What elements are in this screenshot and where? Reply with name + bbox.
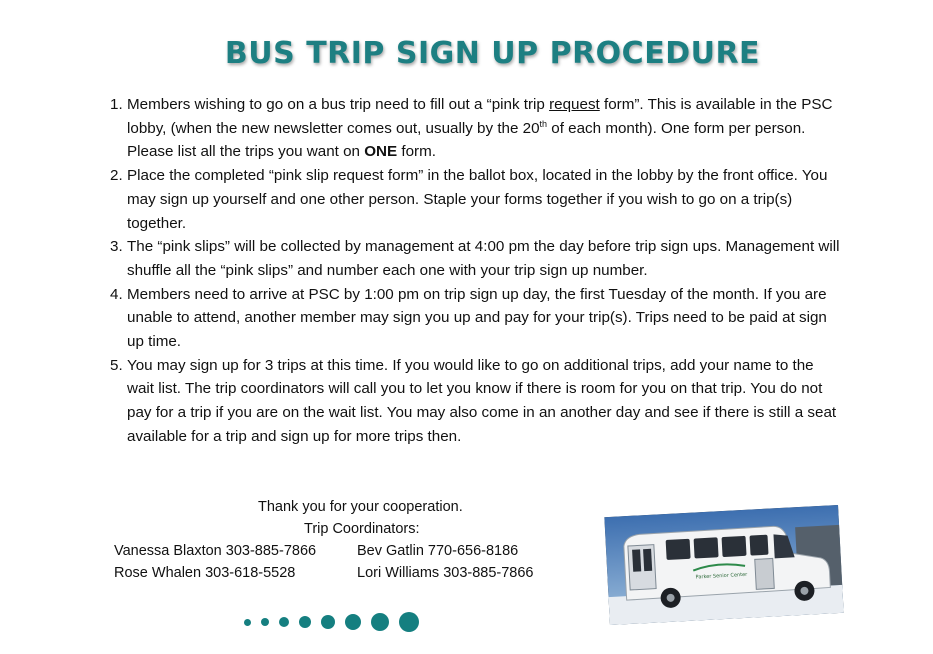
- bus-illustration: [604, 505, 843, 625]
- step-item: [110, 235, 840, 282]
- decorative-dot: [371, 613, 389, 631]
- step-text: form.: [397, 143, 436, 161]
- bus-window: [694, 537, 719, 558]
- step-number: 1.: [110, 96, 123, 113]
- decorative-dot: [299, 616, 311, 628]
- decorative-dot: [244, 619, 251, 626]
- step-number: 2.: [110, 167, 123, 185]
- rear-door-window: [632, 549, 641, 571]
- step-item: [110, 164, 840, 235]
- step-bold-text: ONE: [364, 143, 398, 161]
- step-text: The “pink slips” will be collected by management at 4:00 pm the day before trip sign ups. Management will shuffle all the “pink slips” and number each one with your trip sign up number.: [127, 238, 840, 279]
- coordinator-contact: Vanessa Blaxton 303-885-7866: [114, 543, 317, 559]
- step-text: of each month). One form per person. Please list all the trips you want on: [127, 119, 806, 161]
- coordinator-contact: Rose Whalen 303-618-5528: [114, 565, 296, 581]
- page-title: BUS TRIP SIGN UP PROCEDURE: [224, 36, 761, 71]
- step-item: [110, 93, 840, 164]
- bus-window: [666, 539, 691, 560]
- decorative-dot: [399, 612, 419, 632]
- step-superscript: th: [539, 118, 548, 129]
- step-text: form”. This is available in the PSC lobby, (when the new newsletter comes out, usually by the 20: [127, 96, 833, 137]
- step-item: [110, 354, 840, 449]
- decorative-dot: [261, 618, 269, 626]
- bus-window: [749, 535, 768, 556]
- coordinator-contact: Bev Gatlin 770-656-8186: [357, 543, 519, 559]
- procedure-steps: [110, 93, 840, 449]
- step-text: Members wishing to go on a bus trip need to fill out a “pink trip: [127, 96, 550, 113]
- step-number: 5.: [110, 356, 123, 374]
- step-text: Members need to arrive at PSC by 1:00 pm on trip sign up day, the first Tuesday of the month. If you are unable to attend, another member may sign you up and pay for your trip(s). Trips need to be paid at sign up time.: [127, 285, 827, 351]
- decorative-dot: [345, 614, 361, 630]
- bus-photo: [604, 505, 843, 625]
- bus-side-door: [755, 558, 775, 589]
- bus-window: [722, 536, 747, 557]
- decorative-dot: [279, 617, 289, 627]
- decorative-dot: [321, 615, 335, 629]
- step-item: [110, 283, 840, 354]
- step-text: You may sign up for 3 trips at this time. If you would like to go on additional trips, add your name to the wait list. The trip coordinators will call you to let you know if there is room for you on that trip. You do not pay for a trip if you are on the wait list. You may also come in an another day and see if there is still a seat available for a trip and sign up for more trips then.: [127, 356, 837, 445]
- step-underlined-text: request: [549, 96, 600, 113]
- decorative-dots: [244, 611, 419, 633]
- step-text: Place the completed “pink slip request form” in the ballot box, located in the lobby by the front office. You may sign up yourself and one other person. Staple your forms together if you wish to go on a trip(s) together.: [127, 167, 828, 232]
- bus-decal-text: Parker Senior Center: [695, 571, 748, 581]
- step-number: 3.: [110, 238, 123, 256]
- coordinator-contact: Lori Williams 303-885-7866: [357, 565, 534, 581]
- rear-door-window: [643, 549, 652, 571]
- thank-you-text: Thank you for your cooperation.: [258, 499, 463, 515]
- step-number: 4.: [110, 285, 123, 303]
- coordinators-heading: Trip Coordinators:: [304, 521, 420, 537]
